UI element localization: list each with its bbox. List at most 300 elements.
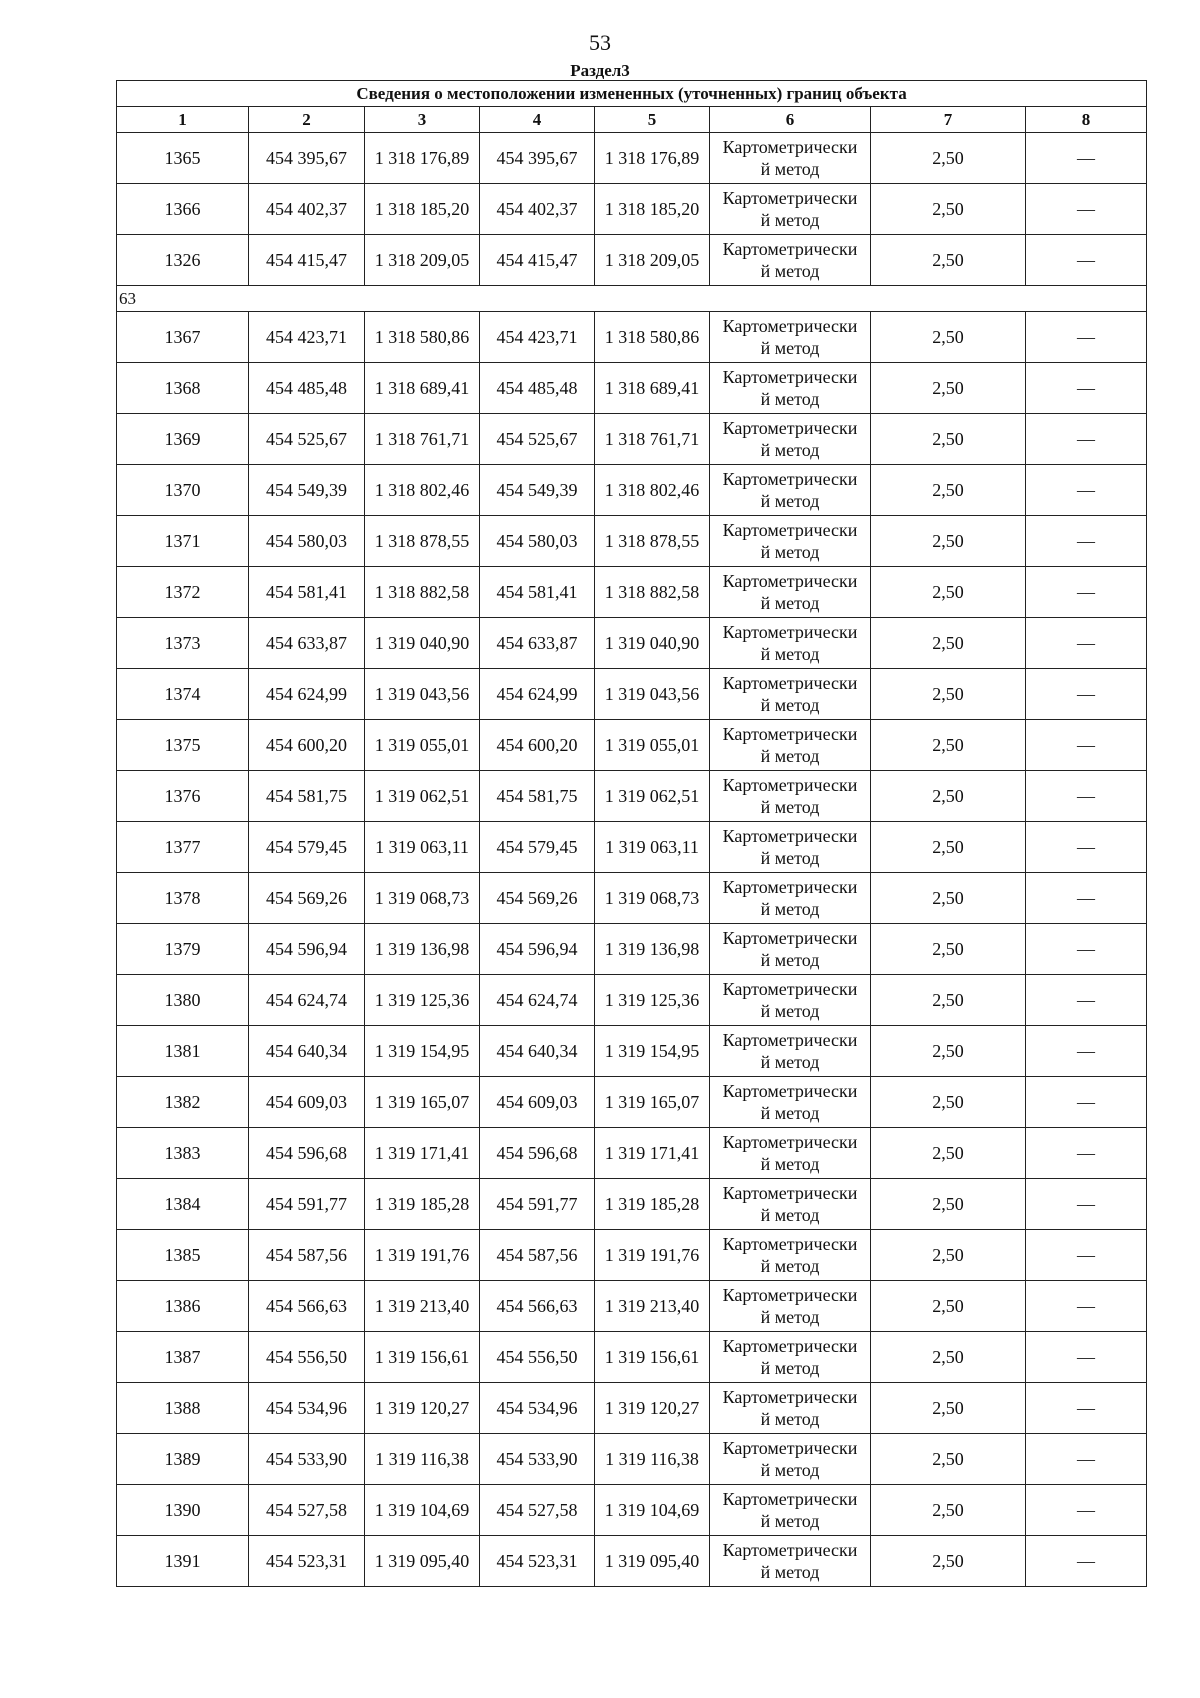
table-row bbox=[117, 1332, 1147, 1383]
method-line: й метод bbox=[760, 848, 820, 868]
table-row bbox=[117, 1536, 1147, 1587]
x-new-cell: 454 633,87 bbox=[480, 618, 595, 669]
y-new-cell: 1 318 761,71 bbox=[595, 414, 710, 465]
y-new-cell: 1 318 209,05 bbox=[595, 235, 710, 286]
description-cell: — bbox=[1026, 516, 1147, 567]
description-cell: — bbox=[1026, 1332, 1147, 1383]
point-number-cell: 1383 bbox=[117, 1128, 249, 1179]
x-new-cell: 454 395,67 bbox=[480, 133, 595, 184]
y-new-cell: 1 319 116,38 bbox=[595, 1434, 710, 1485]
method-cell bbox=[710, 1026, 871, 1077]
point-number-cell: 1371 bbox=[117, 516, 249, 567]
point-number-cell: 1382 bbox=[117, 1077, 249, 1128]
method-line: й метод bbox=[760, 644, 820, 664]
method-line: й метод bbox=[760, 542, 820, 562]
method-line: Картометрически bbox=[722, 775, 858, 795]
point-number-cell: 1384 bbox=[117, 1179, 249, 1230]
precision-cell: 2,50 bbox=[871, 516, 1026, 567]
table-row bbox=[117, 771, 1147, 822]
table-row bbox=[117, 312, 1147, 363]
y-old-cell: 1 319 104,69 bbox=[365, 1485, 480, 1536]
method-line: й метод bbox=[760, 1409, 820, 1429]
x-new-cell: 454 609,03 bbox=[480, 1077, 595, 1128]
table-row bbox=[117, 720, 1147, 771]
description-cell: — bbox=[1026, 235, 1147, 286]
method-line: й метод bbox=[760, 1460, 820, 1480]
method-line: Картометрически bbox=[722, 1183, 858, 1203]
precision-cell: 2,50 bbox=[871, 1434, 1026, 1485]
boundary-table bbox=[116, 80, 1147, 1587]
x-old-cell: 454 549,39 bbox=[249, 465, 365, 516]
x-old-cell: 454 523,31 bbox=[249, 1536, 365, 1587]
table-body bbox=[117, 133, 1147, 1587]
point-number-cell: 1365 bbox=[117, 133, 249, 184]
method-line: й метод bbox=[760, 440, 820, 460]
precision-cell: 2,50 bbox=[871, 133, 1026, 184]
x-new-cell: 454 581,41 bbox=[480, 567, 595, 618]
x-old-cell: 454 556,50 bbox=[249, 1332, 365, 1383]
description-cell: — bbox=[1026, 1026, 1147, 1077]
description-cell: — bbox=[1026, 1281, 1147, 1332]
x-new-cell: 454 569,26 bbox=[480, 873, 595, 924]
method-cell bbox=[710, 363, 871, 414]
description-cell: — bbox=[1026, 567, 1147, 618]
y-new-cell: 1 319 154,95 bbox=[595, 1026, 710, 1077]
method-line: Картометрически bbox=[722, 928, 858, 948]
x-old-cell: 454 609,03 bbox=[249, 1077, 365, 1128]
precision-cell: 2,50 bbox=[871, 720, 1026, 771]
precision-cell: 2,50 bbox=[871, 1128, 1026, 1179]
y-new-cell: 1 318 176,89 bbox=[595, 133, 710, 184]
table-row bbox=[117, 133, 1147, 184]
method-line: Картометрически bbox=[722, 316, 858, 336]
x-new-cell: 454 640,34 bbox=[480, 1026, 595, 1077]
column-number: 5 bbox=[595, 107, 710, 133]
method-cell bbox=[710, 1332, 871, 1383]
y-old-cell: 1 319 068,73 bbox=[365, 873, 480, 924]
table-row bbox=[117, 1026, 1147, 1077]
y-new-cell: 1 318 878,55 bbox=[595, 516, 710, 567]
table-row bbox=[117, 1281, 1147, 1332]
precision-cell: 2,50 bbox=[871, 1281, 1026, 1332]
table-row bbox=[117, 1179, 1147, 1230]
x-old-cell: 454 579,45 bbox=[249, 822, 365, 873]
table-row bbox=[117, 1128, 1147, 1179]
group-row bbox=[117, 286, 1147, 312]
x-old-cell: 454 596,68 bbox=[249, 1128, 365, 1179]
x-new-cell: 454 624,74 bbox=[480, 975, 595, 1026]
method-line: й метод bbox=[760, 1511, 820, 1531]
table-row bbox=[117, 924, 1147, 975]
column-number: 3 bbox=[365, 107, 480, 133]
x-old-cell: 454 395,67 bbox=[249, 133, 365, 184]
method-cell bbox=[710, 618, 871, 669]
method-cell bbox=[710, 1179, 871, 1230]
y-new-cell: 1 319 095,40 bbox=[595, 1536, 710, 1587]
x-new-cell: 454 587,56 bbox=[480, 1230, 595, 1281]
column-number: 6 bbox=[710, 107, 871, 133]
method-line: Картометрически bbox=[722, 1234, 858, 1254]
description-cell: — bbox=[1026, 822, 1147, 873]
x-old-cell: 454 527,58 bbox=[249, 1485, 365, 1536]
method-line: й метод bbox=[760, 797, 820, 817]
table-row bbox=[117, 184, 1147, 235]
x-old-cell: 454 423,71 bbox=[249, 312, 365, 363]
method-line: й метод bbox=[760, 210, 820, 230]
precision-cell: 2,50 bbox=[871, 618, 1026, 669]
method-cell bbox=[710, 567, 871, 618]
precision-cell: 2,50 bbox=[871, 1485, 1026, 1536]
table-row bbox=[117, 567, 1147, 618]
point-number-cell: 1375 bbox=[117, 720, 249, 771]
x-new-cell: 454 415,47 bbox=[480, 235, 595, 286]
y-new-cell: 1 319 156,61 bbox=[595, 1332, 710, 1383]
point-number-cell: 1368 bbox=[117, 363, 249, 414]
y-new-cell: 1 319 063,11 bbox=[595, 822, 710, 873]
column-number: 8 bbox=[1026, 107, 1147, 133]
method-line: Картометрически bbox=[722, 1336, 858, 1356]
x-old-cell: 454 533,90 bbox=[249, 1434, 365, 1485]
table-row bbox=[117, 618, 1147, 669]
y-old-cell: 1 319 213,40 bbox=[365, 1281, 480, 1332]
x-new-cell: 454 600,20 bbox=[480, 720, 595, 771]
x-old-cell: 454 581,75 bbox=[249, 771, 365, 822]
table-row bbox=[117, 975, 1147, 1026]
method-cell bbox=[710, 1281, 871, 1332]
method-line: Картометрически bbox=[722, 1030, 858, 1050]
column-number: 4 bbox=[480, 107, 595, 133]
point-number-cell: 1381 bbox=[117, 1026, 249, 1077]
table-row bbox=[117, 822, 1147, 873]
table-row bbox=[117, 873, 1147, 924]
x-old-cell: 454 624,99 bbox=[249, 669, 365, 720]
x-new-cell: 454 596,68 bbox=[480, 1128, 595, 1179]
y-old-cell: 1 319 116,38 bbox=[365, 1434, 480, 1485]
method-line: Картометрически bbox=[722, 367, 858, 387]
y-new-cell: 1 319 040,90 bbox=[595, 618, 710, 669]
method-line: Картометрически bbox=[722, 826, 858, 846]
description-cell: — bbox=[1026, 1179, 1147, 1230]
y-old-cell: 1 319 171,41 bbox=[365, 1128, 480, 1179]
description-cell: — bbox=[1026, 924, 1147, 975]
method-cell bbox=[710, 312, 871, 363]
y-new-cell: 1 318 689,41 bbox=[595, 363, 710, 414]
description-cell: — bbox=[1026, 873, 1147, 924]
method-cell bbox=[710, 822, 871, 873]
precision-cell: 2,50 bbox=[871, 465, 1026, 516]
y-new-cell: 1 319 043,56 bbox=[595, 669, 710, 720]
x-new-cell: 454 423,71 bbox=[480, 312, 595, 363]
precision-cell: 2,50 bbox=[871, 235, 1026, 286]
point-number-cell: 1326 bbox=[117, 235, 249, 286]
method-line: й метод bbox=[760, 695, 820, 715]
method-line: й метод bbox=[760, 593, 820, 613]
precision-cell: 2,50 bbox=[871, 414, 1026, 465]
method-cell bbox=[710, 1536, 871, 1587]
y-new-cell: 1 319 055,01 bbox=[595, 720, 710, 771]
y-new-cell: 1 319 120,27 bbox=[595, 1383, 710, 1434]
method-cell bbox=[710, 1230, 871, 1281]
x-old-cell: 454 624,74 bbox=[249, 975, 365, 1026]
method-cell bbox=[710, 669, 871, 720]
method-cell bbox=[710, 1434, 871, 1485]
precision-cell: 2,50 bbox=[871, 1536, 1026, 1587]
method-line: й метод bbox=[760, 950, 820, 970]
method-cell bbox=[710, 414, 871, 465]
table-row bbox=[117, 235, 1147, 286]
x-new-cell: 454 556,50 bbox=[480, 1332, 595, 1383]
description-cell: — bbox=[1026, 1383, 1147, 1434]
y-new-cell: 1 319 062,51 bbox=[595, 771, 710, 822]
x-old-cell: 454 581,41 bbox=[249, 567, 365, 618]
method-line: Картометрически bbox=[722, 1489, 858, 1509]
x-old-cell: 454 569,26 bbox=[249, 873, 365, 924]
x-old-cell: 454 580,03 bbox=[249, 516, 365, 567]
method-cell bbox=[710, 975, 871, 1026]
y-old-cell: 1 319 055,01 bbox=[365, 720, 480, 771]
y-old-cell: 1 319 165,07 bbox=[365, 1077, 480, 1128]
precision-cell: 2,50 bbox=[871, 1383, 1026, 1434]
description-cell: — bbox=[1026, 363, 1147, 414]
method-line: й метод bbox=[760, 159, 820, 179]
method-line: й метод bbox=[760, 491, 820, 511]
table-row bbox=[117, 363, 1147, 414]
description-cell: — bbox=[1026, 618, 1147, 669]
x-new-cell: 454 527,58 bbox=[480, 1485, 595, 1536]
y-old-cell: 1 318 878,55 bbox=[365, 516, 480, 567]
precision-cell: 2,50 bbox=[871, 873, 1026, 924]
x-new-cell: 454 579,45 bbox=[480, 822, 595, 873]
precision-cell: 2,50 bbox=[871, 1332, 1026, 1383]
x-new-cell: 454 525,67 bbox=[480, 414, 595, 465]
y-old-cell: 1 319 040,90 bbox=[365, 618, 480, 669]
x-new-cell: 454 591,77 bbox=[480, 1179, 595, 1230]
x-new-cell: 454 534,96 bbox=[480, 1383, 595, 1434]
y-old-cell: 1 319 154,95 bbox=[365, 1026, 480, 1077]
method-cell bbox=[710, 235, 871, 286]
x-new-cell: 454 523,31 bbox=[480, 1536, 595, 1587]
method-line: й метод bbox=[760, 1205, 820, 1225]
x-old-cell: 454 566,63 bbox=[249, 1281, 365, 1332]
table-row bbox=[117, 1230, 1147, 1281]
column-number: 7 bbox=[871, 107, 1026, 133]
x-old-cell: 454 596,94 bbox=[249, 924, 365, 975]
description-cell: — bbox=[1026, 1434, 1147, 1485]
method-line: й метод bbox=[760, 261, 820, 281]
description-cell: — bbox=[1026, 771, 1147, 822]
y-old-cell: 1 318 209,05 bbox=[365, 235, 480, 286]
x-old-cell: 454 591,77 bbox=[249, 1179, 365, 1230]
method-line: й метод bbox=[760, 1256, 820, 1276]
y-old-cell: 1 318 689,41 bbox=[365, 363, 480, 414]
point-number-cell: 1367 bbox=[117, 312, 249, 363]
table-caption: Сведения о местоположении измененных (уточненных) границ объекта bbox=[117, 81, 1147, 107]
y-new-cell: 1 319 213,40 bbox=[595, 1281, 710, 1332]
description-cell: — bbox=[1026, 184, 1147, 235]
table-row bbox=[117, 1485, 1147, 1536]
precision-cell: 2,50 bbox=[871, 975, 1026, 1026]
method-line: Картометрически bbox=[722, 724, 858, 744]
point-number-cell: 1377 bbox=[117, 822, 249, 873]
point-number-cell: 1366 bbox=[117, 184, 249, 235]
method-line: Картометрически bbox=[722, 1387, 858, 1407]
y-old-cell: 1 318 185,20 bbox=[365, 184, 480, 235]
method-line: Картометрически bbox=[722, 520, 858, 540]
y-old-cell: 1 318 882,58 bbox=[365, 567, 480, 618]
column-number: 2 bbox=[249, 107, 365, 133]
y-old-cell: 1 319 156,61 bbox=[365, 1332, 480, 1383]
table-row bbox=[117, 669, 1147, 720]
description-cell: — bbox=[1026, 1230, 1147, 1281]
y-old-cell: 1 319 120,27 bbox=[365, 1383, 480, 1434]
method-line: й метод bbox=[760, 338, 820, 358]
y-old-cell: 1 318 802,46 bbox=[365, 465, 480, 516]
y-new-cell: 1 318 185,20 bbox=[595, 184, 710, 235]
y-old-cell: 1 319 191,76 bbox=[365, 1230, 480, 1281]
x-old-cell: 454 587,56 bbox=[249, 1230, 365, 1281]
x-old-cell: 454 534,96 bbox=[249, 1383, 365, 1434]
y-old-cell: 1 319 062,51 bbox=[365, 771, 480, 822]
group-label: 63 bbox=[117, 286, 1147, 312]
point-number-cell: 1372 bbox=[117, 567, 249, 618]
y-new-cell: 1 319 191,76 bbox=[595, 1230, 710, 1281]
method-line: Картометрически bbox=[722, 571, 858, 591]
y-new-cell: 1 319 068,73 bbox=[595, 873, 710, 924]
description-cell: — bbox=[1026, 414, 1147, 465]
point-number-cell: 1374 bbox=[117, 669, 249, 720]
point-number-cell: 1386 bbox=[117, 1281, 249, 1332]
x-new-cell: 454 566,63 bbox=[480, 1281, 595, 1332]
point-number-cell: 1380 bbox=[117, 975, 249, 1026]
method-line: Картометрически bbox=[722, 137, 858, 157]
point-number-cell: 1391 bbox=[117, 1536, 249, 1587]
y-old-cell: 1 318 580,86 bbox=[365, 312, 480, 363]
precision-cell: 2,50 bbox=[871, 1179, 1026, 1230]
table-row bbox=[117, 465, 1147, 516]
description-cell: — bbox=[1026, 1485, 1147, 1536]
precision-cell: 2,50 bbox=[871, 312, 1026, 363]
y-new-cell: 1 319 171,41 bbox=[595, 1128, 710, 1179]
y-old-cell: 1 319 125,36 bbox=[365, 975, 480, 1026]
precision-cell: 2,50 bbox=[871, 184, 1026, 235]
method-line: й метод bbox=[760, 1154, 820, 1174]
description-cell: — bbox=[1026, 465, 1147, 516]
x-new-cell: 454 581,75 bbox=[480, 771, 595, 822]
method-cell bbox=[710, 184, 871, 235]
column-number: 1 bbox=[117, 107, 249, 133]
method-cell bbox=[710, 1485, 871, 1536]
precision-cell: 2,50 bbox=[871, 822, 1026, 873]
x-new-cell: 454 596,94 bbox=[480, 924, 595, 975]
method-cell bbox=[710, 720, 871, 771]
method-line: Картометрически bbox=[722, 469, 858, 489]
method-line: й метод bbox=[760, 1562, 820, 1582]
method-cell bbox=[710, 133, 871, 184]
method-line: Картометрически bbox=[722, 1540, 858, 1560]
point-number-cell: 1387 bbox=[117, 1332, 249, 1383]
precision-cell: 2,50 bbox=[871, 1026, 1026, 1077]
method-line: й метод bbox=[760, 899, 820, 919]
y-old-cell: 1 318 761,71 bbox=[365, 414, 480, 465]
method-cell bbox=[710, 771, 871, 822]
y-new-cell: 1 318 802,46 bbox=[595, 465, 710, 516]
point-number-cell: 1369 bbox=[117, 414, 249, 465]
method-cell bbox=[710, 1077, 871, 1128]
y-old-cell: 1 319 136,98 bbox=[365, 924, 480, 975]
method-line: Картометрически bbox=[722, 418, 858, 438]
method-line: Картометрически bbox=[722, 673, 858, 693]
method-line: Картометрически bbox=[722, 877, 858, 897]
y-old-cell: 1 319 063,11 bbox=[365, 822, 480, 873]
method-line: й метод bbox=[760, 1001, 820, 1021]
method-cell bbox=[710, 924, 871, 975]
method-line: й метод bbox=[760, 1358, 820, 1378]
method-cell bbox=[710, 1383, 871, 1434]
x-new-cell: 454 533,90 bbox=[480, 1434, 595, 1485]
method-cell bbox=[710, 1128, 871, 1179]
x-old-cell: 454 485,48 bbox=[249, 363, 365, 414]
point-number-cell: 1370 bbox=[117, 465, 249, 516]
point-number-cell: 1373 bbox=[117, 618, 249, 669]
table-row bbox=[117, 1383, 1147, 1434]
method-line: Картометрически bbox=[722, 622, 858, 642]
y-old-cell: 1 319 185,28 bbox=[365, 1179, 480, 1230]
x-new-cell: 454 549,39 bbox=[480, 465, 595, 516]
point-number-cell: 1389 bbox=[117, 1434, 249, 1485]
x-new-cell: 454 402,37 bbox=[480, 184, 595, 235]
method-line: Картометрически bbox=[722, 1132, 858, 1152]
y-old-cell: 1 319 095,40 bbox=[365, 1536, 480, 1587]
point-number-cell: 1388 bbox=[117, 1383, 249, 1434]
precision-cell: 2,50 bbox=[871, 1077, 1026, 1128]
y-old-cell: 1 318 176,89 bbox=[365, 133, 480, 184]
y-old-cell: 1 319 043,56 bbox=[365, 669, 480, 720]
precision-cell: 2,50 bbox=[871, 771, 1026, 822]
y-new-cell: 1 319 185,28 bbox=[595, 1179, 710, 1230]
table-row bbox=[117, 1434, 1147, 1485]
y-new-cell: 1 319 104,69 bbox=[595, 1485, 710, 1536]
x-old-cell: 454 640,34 bbox=[249, 1026, 365, 1077]
point-number-cell: 1376 bbox=[117, 771, 249, 822]
point-number-cell: 1385 bbox=[117, 1230, 249, 1281]
precision-cell: 2,50 bbox=[871, 1230, 1026, 1281]
method-cell bbox=[710, 516, 871, 567]
table-row bbox=[117, 414, 1147, 465]
y-new-cell: 1 319 125,36 bbox=[595, 975, 710, 1026]
precision-cell: 2,50 bbox=[871, 669, 1026, 720]
point-number-cell: 1379 bbox=[117, 924, 249, 975]
section-title: Раздел3 bbox=[570, 61, 630, 80]
method-line: Картометрически bbox=[722, 979, 858, 999]
precision-cell: 2,50 bbox=[871, 567, 1026, 618]
x-new-cell: 454 580,03 bbox=[480, 516, 595, 567]
x-old-cell: 454 525,67 bbox=[249, 414, 365, 465]
method-line: Картометрически bbox=[722, 188, 858, 208]
table-row bbox=[117, 516, 1147, 567]
description-cell: — bbox=[1026, 1536, 1147, 1587]
y-new-cell: 1 318 580,86 bbox=[595, 312, 710, 363]
description-cell: — bbox=[1026, 720, 1147, 771]
x-old-cell: 454 415,47 bbox=[249, 235, 365, 286]
precision-cell: 2,50 bbox=[871, 363, 1026, 414]
method-line: Картометрически bbox=[722, 1438, 858, 1458]
description-cell: — bbox=[1026, 1128, 1147, 1179]
precision-cell: 2,50 bbox=[871, 924, 1026, 975]
description-cell: — bbox=[1026, 133, 1147, 184]
description-cell: — bbox=[1026, 1077, 1147, 1128]
method-line: Картометрически bbox=[722, 239, 858, 259]
point-number-cell: 1390 bbox=[117, 1485, 249, 1536]
